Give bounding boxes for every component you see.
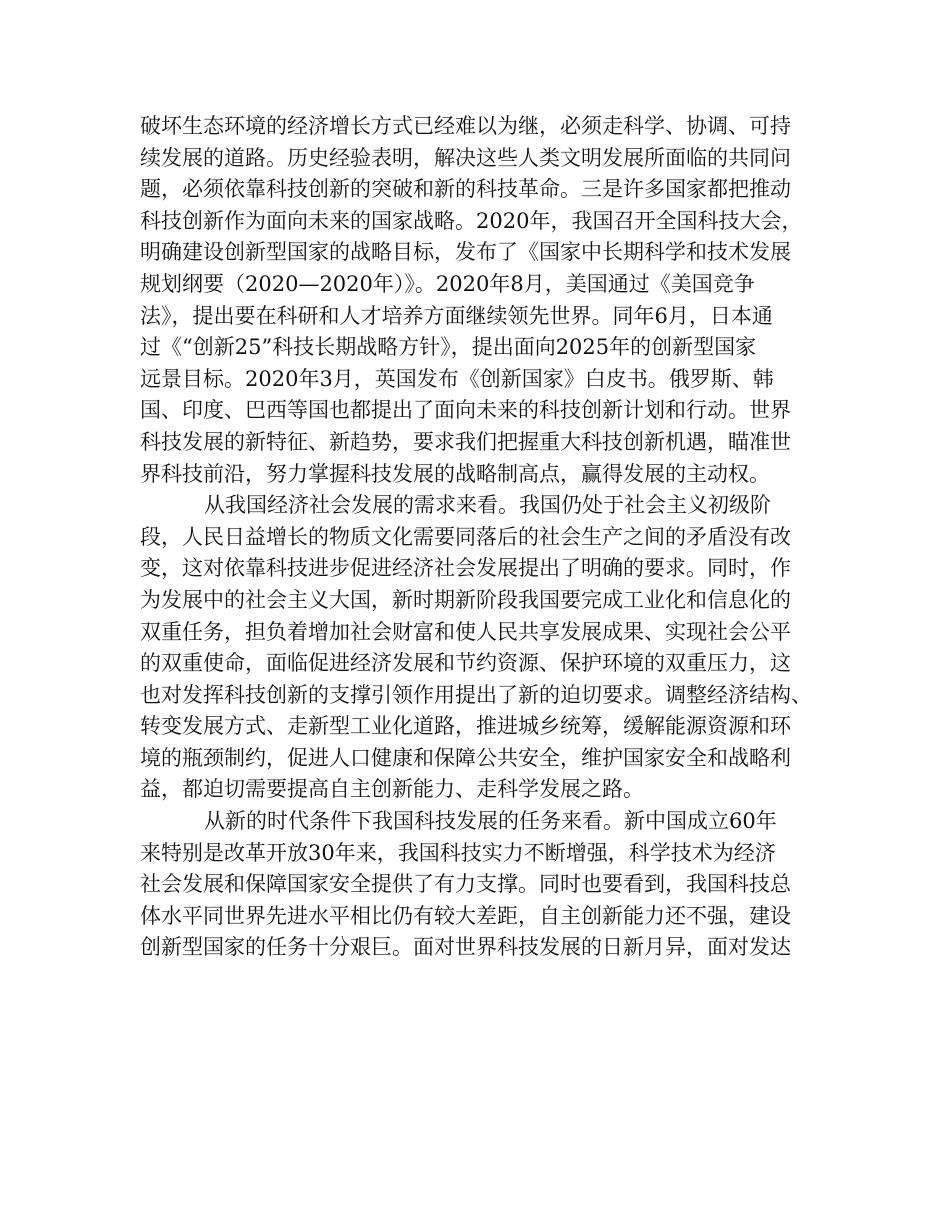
text-line: 的双重使命，面临促进经济发展和节约资源、保护环境的双重压力，这 [140,651,791,676]
text-line: 创新型国家的任务十分艰巨。面对世界科技发展的日新月异，面对发达 [140,935,791,960]
text-line: 转变发展方式、走新型工业化道路，推进城乡统筹，缓解能源资源和环 [140,714,791,739]
paragraph-1 [140,111,812,490]
document-body [140,111,812,964]
text-line: 境的瓶颈制约，促进人口健康和保障公共安全，维护国家安全和战略利 [140,745,791,770]
text-line: 为发展中的社会主义大国，新时期新阶段我国要完成工业化和信息化的 [140,587,791,612]
paragraph-2 [140,490,812,806]
text-line: 体水平同世界先进水平相比仍有较大差距，自主创新能力还不强，建设 [140,903,791,928]
text-line: 明确建设创新型国家的战略目标，发布了《国家中长期科学和技术发展 [140,240,791,265]
text-line-indented: 从我国经济社会发展的需求来看。我国仍处于社会主义初级阶 [204,493,771,518]
text-line: 界科技前沿，努力掌握科技发展的战略制高点，赢得发展的主动权。 [140,461,770,486]
text-line: 双重任务，担负着增加社会财富和使人民共享发展成果、实现社会公平 [140,619,791,644]
text-line: 科技创新作为面向未来的国家战略。2020年，我国召开全国科技大会， [140,208,803,233]
text-line: 来特别是改革开放30年来，我国科技实力不断增强，科学技术为经济 [140,840,776,865]
text-line: 国、印度、巴西等国也都提出了面向未来的科技创新计划和行动。世界 [140,398,791,423]
text-line: 规划纲要（2020—2020年）》。2020年8月，美国通过《美国竞争 [140,271,755,296]
text-line: 题，必须依靠科技创新的突破和新的科技革命。三是许多国家都把推动 [140,177,791,202]
text-line: 变，这对依靠科技进步促进经济社会发展提出了明确的要求。同时，作 [140,556,791,581]
text-line: 科技发展的新特征、新趋势，要求我们把握重大科技创新机遇，瞄准世 [140,429,791,454]
text-line: 也对发挥科技创新的支撑引领作用提出了新的迫切要求。调整经济结构、 [140,682,812,707]
text-line: 远景目标。2020年3月，英国发布《创新国家》白皮书。俄罗斯、韩 [140,366,774,391]
text-line-indented: 从新的时代条件下我国科技发展的任务来看。新中国成立60年 [204,809,777,834]
text-line: 法》，提出要在科研和人才培养方面继续领先世界。同年6月，日本通 [140,303,773,328]
paragraph-3 [140,806,812,964]
text-line: 破坏生态环境的经济增长方式已经难以为继，必须走科学、协调、可持 [140,114,791,138]
text-line: 段，人民日益增长的物质文化需要同落后的社会生产之间的矛盾没有改 [140,524,791,549]
text-line: 益，都迫切需要提高自主创新能力、走科学发展之路。 [140,777,644,802]
text-line: 过《“创新25”科技长期战略方针》，提出面向2025年的创新型国家 [140,335,757,360]
text-line: 续发展的道路。历史经验表明，解决这些人类文明发展所面临的共同问 [140,145,791,170]
text-line: 社会发展和保障国家安全提供了有力支撑。同时也要看到，我国科技总 [140,872,791,897]
